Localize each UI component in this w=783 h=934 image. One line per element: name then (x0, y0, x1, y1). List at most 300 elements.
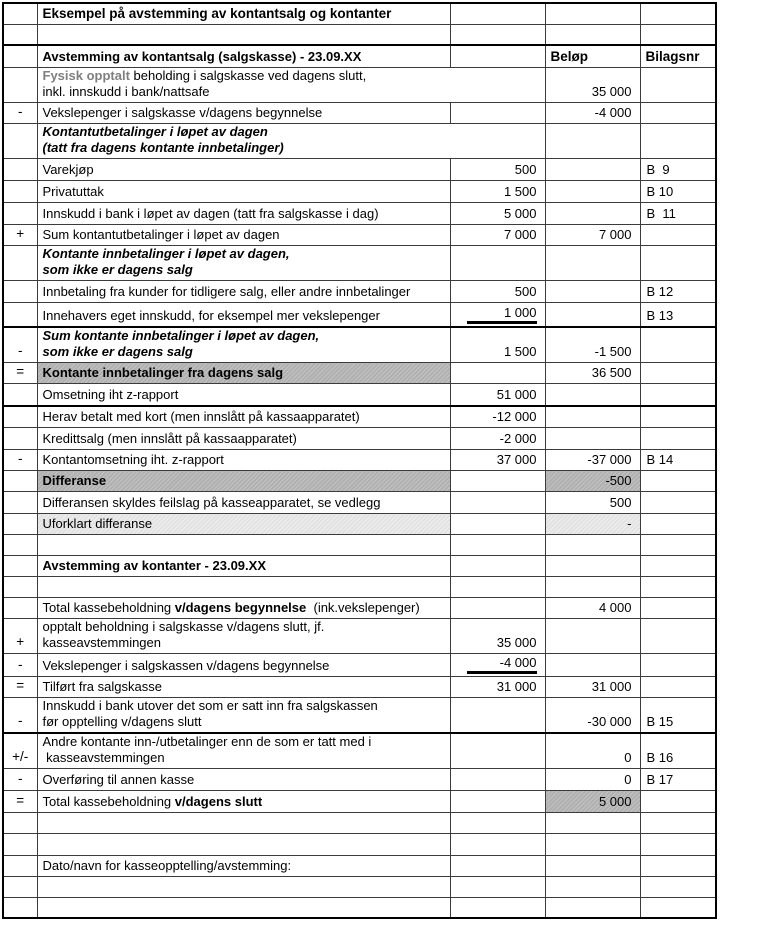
table-row (3, 67, 716, 102)
belop-cell (545, 450, 640, 471)
belop-cell (545, 102, 640, 123)
amount-cell (450, 180, 545, 202)
bilagsnr-cell (640, 384, 716, 406)
belop-cell (545, 619, 640, 654)
bilagsnr-value: B 13 (646, 308, 674, 323)
table-row (3, 123, 716, 158)
description-cell (37, 577, 450, 598)
sign-cell (3, 898, 37, 918)
belop-cell (545, 834, 640, 856)
belop-cell (545, 769, 640, 791)
bilagsnr-cell (640, 654, 716, 677)
sign-cell (3, 123, 37, 158)
description-text: beholding i salgskasse ved dagens slutt, (129, 67, 367, 83)
operator-sign: = (16, 678, 25, 693)
description-cell (37, 733, 450, 769)
description-text: Kredittsalg (men innslått på kassaapparatet) (42, 431, 297, 446)
bilagsnr-cell (640, 67, 716, 102)
description-text: som ikke er dagens salg (42, 344, 193, 359)
bilagsnr-cell (640, 535, 716, 556)
belop-cell (545, 45, 640, 67)
amount-cell (450, 245, 545, 280)
description-cell (37, 769, 450, 791)
belop-cell (545, 406, 640, 428)
table-row (3, 224, 716, 245)
amount-value: 51 000 (496, 386, 537, 402)
belop-cell (545, 327, 640, 363)
bilagsnr-cell (640, 428, 716, 450)
table-row (3, 471, 716, 492)
belop-cell (545, 791, 640, 813)
table-row (3, 834, 716, 856)
bilagsnr-value: B 15 (646, 714, 674, 729)
amount-cell (450, 577, 545, 598)
amount-cell (450, 327, 545, 363)
description-cell (37, 302, 450, 327)
description-text: Tilført fra salgskasse (42, 679, 162, 694)
description-text: Vekslepenger i salgskassen v/dagens begynnelse (42, 658, 330, 673)
belop-cell (545, 556, 640, 577)
bilagsnr-cell (640, 769, 716, 791)
bilagsnr-cell (640, 514, 716, 535)
belop-cell (545, 813, 640, 834)
operator-sign: - (18, 657, 23, 672)
operator-sign: + (16, 225, 25, 241)
description-text: Andre kontante inn-/utbetalinger enn de som er tatt med i (42, 734, 372, 749)
description-cell (37, 535, 450, 556)
table-row (3, 698, 716, 734)
table-row (3, 769, 716, 791)
description-cell (37, 877, 450, 898)
table-row (3, 877, 716, 898)
sign-cell (3, 428, 37, 450)
description-cell (37, 698, 450, 734)
description-cell (37, 180, 450, 202)
reconciliation-table (2, 2, 717, 919)
description-cell (37, 677, 450, 698)
bilagsnr-value: B 17 (646, 772, 674, 787)
table-row (3, 406, 716, 428)
sign-cell (3, 180, 37, 202)
description-cell (37, 556, 450, 577)
table-row (3, 428, 716, 450)
description-text: Avstemming av kontantsalg (salgskasse) - 23.09.XX (42, 48, 362, 64)
description-cell (37, 898, 450, 918)
description-text: Innskudd i bank i løpet av dagen (tatt fra salgskasse i dag) (42, 205, 379, 221)
description-text: Sum kontantutbetalinger i løpet av dagen (42, 226, 280, 242)
operator-sign: - (18, 103, 23, 119)
belop-cell (545, 654, 640, 677)
description-cell (37, 245, 450, 280)
sign-cell (3, 698, 37, 734)
sign-cell (3, 677, 37, 698)
sign-cell (3, 514, 37, 535)
belop-cell (545, 898, 640, 918)
description-text: Kontante innbetalinger i løpet av dagen, (42, 245, 290, 261)
belop-cell (545, 577, 640, 598)
operator-sign: = (16, 793, 25, 808)
sign-cell (3, 535, 37, 556)
sign-cell (3, 45, 37, 67)
amount-cell (450, 158, 545, 180)
description-text: opptalt beholdning i salgskasse v/dagens slutt, jf. (42, 619, 325, 634)
sign-cell (3, 3, 37, 24)
amount-cell (450, 102, 545, 123)
description-cell (37, 202, 450, 224)
bilagsnr-cell (640, 245, 716, 280)
description-text: Varekjøp (42, 161, 94, 177)
amount-value: 1 000 (467, 305, 537, 324)
description-text: kasseavstemmingen (42, 750, 165, 765)
description-text: Uforklart differanse (42, 516, 153, 531)
operator-sign: - (18, 451, 23, 466)
table-row (3, 280, 716, 302)
description-cell (37, 514, 450, 535)
amount-cell (450, 384, 545, 406)
table-row (3, 363, 716, 384)
description-cell (37, 102, 450, 123)
sign-cell (3, 654, 37, 677)
sign-cell (3, 769, 37, 791)
table-row (3, 384, 716, 406)
belop-cell (545, 363, 640, 384)
amount-cell (450, 598, 545, 619)
description-text: Total kassebeholdning (42, 794, 175, 809)
bilagsnr-cell (640, 224, 716, 245)
amount-value: 7 000 (503, 226, 537, 242)
amount-cell (450, 450, 545, 471)
table-row (3, 556, 716, 577)
description-text: Innskudd i bank utover det som er satt inn fra salgskassen (42, 698, 378, 713)
amount-value: 31 000 (496, 679, 537, 694)
operator-sign: - (18, 343, 23, 358)
amount-cell (450, 535, 545, 556)
description-cell (37, 856, 450, 877)
belop-cell (545, 158, 640, 180)
amount-cell (450, 834, 545, 856)
belop-value: Beløp (550, 48, 589, 64)
sign-cell (3, 856, 37, 877)
bilagsnr-cell (640, 492, 716, 514)
description-text: v/dagens begynnelse (174, 600, 307, 615)
belop-value: 0 (624, 772, 632, 787)
description-text: (ink.vekslepenger) (306, 600, 420, 615)
table-row (3, 24, 716, 45)
description-cell (37, 834, 450, 856)
description-cell (37, 158, 450, 180)
bilagsnr-value: B 9 (646, 161, 670, 177)
description-cell (37, 619, 450, 654)
sign-cell (3, 877, 37, 898)
amount-value: 500 (514, 161, 537, 177)
sign-cell (3, 245, 37, 280)
operator-sign: +/- (12, 749, 29, 764)
description-cell (37, 598, 450, 619)
belop-cell (545, 598, 640, 619)
belop-cell (545, 224, 640, 245)
bilagsnr-cell (640, 598, 716, 619)
sign-cell (3, 67, 37, 102)
description-text: Omsetning iht z-rapport (42, 386, 179, 402)
bilagsnr-cell (640, 556, 716, 577)
sign-cell (3, 280, 37, 302)
amount-cell (450, 769, 545, 791)
amount-cell (450, 471, 545, 492)
belop-cell (545, 535, 640, 556)
description-text: før opptelling v/dagens slutt (42, 714, 202, 729)
description-text: Fysisk opptalt (42, 67, 130, 83)
description-text: Kontantutbetalinger i løpet av dagen (42, 123, 268, 139)
amount-value: 1 500 (503, 183, 537, 199)
description-text: Sum kontante innbetalinger i løpet av dagen, (42, 328, 320, 343)
sign-cell (3, 733, 37, 769)
table-row (3, 598, 716, 619)
description-text: Innbetaling fra kunder for tidligere salg, eller andre innbetalinger (42, 283, 411, 299)
bilagsnr-cell (640, 280, 716, 302)
amount-cell (450, 791, 545, 813)
belop-value: - (627, 516, 632, 531)
table-row (3, 514, 716, 535)
bilagsnr-value: B 16 (646, 750, 674, 765)
description-cell (37, 67, 545, 102)
table-row (3, 733, 716, 769)
amount-value: 500 (514, 283, 537, 299)
bilagsnr-cell (640, 733, 716, 769)
belop-cell (545, 24, 640, 45)
belop-value: -4 000 (594, 104, 632, 120)
amount-value: -2 000 (499, 431, 537, 446)
sign-cell (3, 813, 37, 834)
belop-value: 500 (609, 495, 632, 510)
amount-cell (450, 619, 545, 654)
sign-cell (3, 492, 37, 514)
sign-cell (3, 471, 37, 492)
description-cell (37, 224, 450, 245)
table-row (3, 180, 716, 202)
description-cell (37, 450, 450, 471)
description-cell (37, 3, 450, 24)
table-row (3, 677, 716, 698)
table-row (3, 3, 716, 24)
belop-cell (545, 492, 640, 514)
table-row (3, 202, 716, 224)
belop-value: 4 000 (598, 600, 632, 615)
description-text: Differansen skyldes feilslag på kasseapparatet, se vedlegg (42, 495, 381, 510)
description-cell (37, 327, 450, 363)
amount-value: 5 000 (503, 205, 537, 221)
sign-cell (3, 102, 37, 123)
belop-cell (545, 733, 640, 769)
bilagsnr-cell (640, 450, 716, 471)
sign-cell (3, 834, 37, 856)
amount-cell (450, 556, 545, 577)
description-text: Avstemming av kontanter - 23.09.XX (42, 558, 266, 573)
table-row (3, 327, 716, 363)
belop-cell (545, 67, 640, 102)
bilagsnr-cell (640, 102, 716, 123)
belop-value: 5 000 (598, 794, 632, 809)
amount-value: 35 000 (496, 635, 537, 650)
belop-cell (545, 698, 640, 734)
operator-sign: - (18, 771, 23, 786)
bilagsnr-cell (640, 24, 716, 45)
bilagsnr-value: B 11 (646, 205, 676, 221)
amount-cell (450, 280, 545, 302)
bilagsnr-cell (640, 123, 716, 158)
amount-cell (450, 224, 545, 245)
sign-cell (3, 202, 37, 224)
amount-cell (450, 492, 545, 514)
belop-value: 0 (624, 750, 632, 765)
bilagsnr-cell (640, 791, 716, 813)
bilagsnr-cell (640, 677, 716, 698)
sign-cell (3, 406, 37, 428)
amount-cell (450, 363, 545, 384)
description-cell (37, 45, 450, 67)
table-row (3, 302, 716, 327)
bilagsnr-cell (640, 158, 716, 180)
amount-cell (450, 514, 545, 535)
description-cell (37, 813, 450, 834)
amount-cell (450, 698, 545, 734)
amount-cell (450, 856, 545, 877)
amount-cell (450, 24, 545, 45)
table-row (3, 450, 716, 471)
amount-cell (450, 302, 545, 327)
bilagsnr-cell (640, 856, 716, 877)
bilagsnr-cell (640, 202, 716, 224)
table-row (3, 245, 716, 280)
amount-value: -12 000 (492, 409, 537, 424)
belop-cell (545, 302, 640, 327)
belop-value: -500 (605, 473, 632, 488)
sign-cell (3, 384, 37, 406)
sign-cell (3, 158, 37, 180)
amount-value: 1 500 (503, 344, 537, 359)
description-text: Vekslepenger i salgskasse v/dagens begynnelse (42, 104, 323, 120)
table-row (3, 898, 716, 918)
description-text: Privatuttak (42, 183, 104, 199)
belop-cell (545, 180, 640, 202)
belop-cell (545, 3, 640, 24)
bilagsnr-value: B 10 (646, 183, 674, 199)
description-cell (37, 406, 450, 428)
operator-sign: + (16, 634, 25, 649)
table-row (3, 492, 716, 514)
reconciliation-table-body (3, 3, 716, 918)
table-row (3, 654, 716, 677)
belop-cell (545, 856, 640, 877)
description-cell (37, 471, 450, 492)
description-text: Herav betalt med kort (men innslått på kassaapparatet) (42, 409, 360, 424)
bilagsnr-cell (640, 180, 716, 202)
operator-sign: = (16, 364, 25, 379)
description-text: som ikke er dagens salg (42, 261, 193, 277)
amount-value: 37 000 (496, 452, 537, 467)
description-text: v/dagens slutt (174, 794, 263, 809)
bilagsnr-cell (640, 3, 716, 24)
amount-cell (450, 406, 545, 428)
belop-value: 31 000 (591, 679, 632, 694)
description-text: Eksempel på avstemming av kontantsalg og kontanter (42, 5, 392, 21)
amount-cell (450, 898, 545, 918)
description-cell (37, 654, 450, 677)
belop-value: 36 500 (591, 365, 632, 380)
description-text: Dato/navn for kasseopptelling/avstemming: (42, 858, 292, 873)
description-cell (37, 24, 450, 45)
description-text: kasseavstemmingen (42, 635, 161, 650)
belop-cell (545, 280, 640, 302)
sign-cell (3, 363, 37, 384)
amount-cell (450, 428, 545, 450)
amount-cell (450, 877, 545, 898)
description-text: Innehavers eget innskudd, for eksempel mer vekslepenger (42, 308, 380, 323)
description-text: inkl. innskudd i bank/nattsafe (42, 83, 210, 99)
amount-cell (450, 45, 545, 67)
bilagsnr-cell (640, 302, 716, 327)
belop-cell (545, 677, 640, 698)
amount-cell (450, 3, 545, 24)
bilagsnr-cell (640, 45, 716, 67)
belop-cell (545, 202, 640, 224)
belop-cell (545, 471, 640, 492)
description-cell (37, 123, 545, 158)
sign-cell (3, 791, 37, 813)
table-row (3, 791, 716, 813)
belop-cell (545, 245, 640, 280)
description-text: Overføring til annen kasse (42, 772, 195, 787)
sign-cell (3, 302, 37, 327)
bilagsnr-cell (640, 577, 716, 598)
bilagsnr-value: B 12 (646, 283, 674, 299)
belop-cell (545, 877, 640, 898)
description-cell (37, 791, 450, 813)
bilagsnr-value: B 14 (646, 452, 674, 467)
belop-value: -30 000 (587, 714, 632, 729)
belop-cell (545, 514, 640, 535)
description-text: Differanse (42, 473, 107, 488)
table-row (3, 619, 716, 654)
description-cell (37, 428, 450, 450)
bilagsnr-cell (640, 834, 716, 856)
bilagsnr-cell (640, 327, 716, 363)
bilagsnr-cell (640, 898, 716, 918)
description-cell (37, 363, 450, 384)
bilagsnr-cell (640, 471, 716, 492)
description-cell (37, 280, 450, 302)
sign-cell (3, 619, 37, 654)
table-row (3, 102, 716, 123)
sign-cell (3, 24, 37, 45)
table-row (3, 535, 716, 556)
amount-value: -4 000 (467, 655, 537, 674)
description-cell (37, 492, 450, 514)
description-text: Total kassebeholdning (42, 600, 175, 615)
table-row (3, 577, 716, 598)
spreadsheet-area (2, 2, 716, 919)
belop-cell (545, 428, 640, 450)
amount-cell (450, 733, 545, 769)
bilagsnr-cell (640, 877, 716, 898)
amount-cell (450, 202, 545, 224)
belop-value: 7 000 (598, 226, 632, 242)
bilagsnr-cell (640, 619, 716, 654)
operator-sign: - (18, 713, 23, 728)
belop-cell (545, 123, 640, 158)
table-row (3, 45, 716, 67)
sign-cell (3, 577, 37, 598)
description-text: Kontante innbetalinger fra dagens salg (42, 365, 284, 380)
